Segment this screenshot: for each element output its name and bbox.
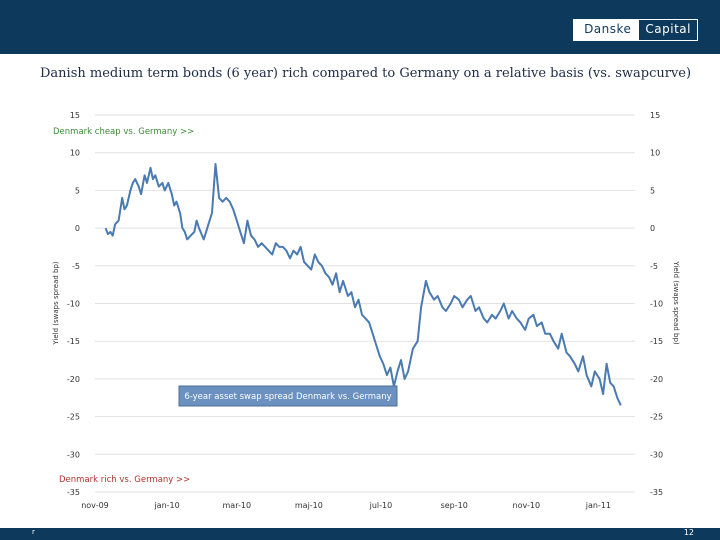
y-tick-label-left: -10 xyxy=(66,299,80,309)
y-tick-label-left: 0 xyxy=(74,224,80,234)
y-tick-label-left: -5 xyxy=(72,261,80,271)
annotation-rich: Denmark rich vs. Germany >> xyxy=(59,475,191,485)
y-tick-label-left: -15 xyxy=(66,337,80,347)
y-tick-label-left: 15 xyxy=(69,111,80,120)
x-tick-label: sep-10 xyxy=(440,501,468,510)
y-tick-label-left: 10 xyxy=(69,148,80,158)
bottom-bar xyxy=(0,528,720,540)
annotation-cheap: Denmark cheap vs. Germany >> xyxy=(53,127,195,137)
logo-text-capital: Capital xyxy=(645,22,691,36)
y-tick-label-right: -15 xyxy=(650,337,664,347)
y-tick-label-right: -10 xyxy=(650,299,664,309)
y-tick-label-right: -35 xyxy=(650,488,664,497)
logo-text-danske: Danske xyxy=(574,20,639,40)
y-tick-label-right: -5 xyxy=(650,261,658,271)
y-tick-label-left: -20 xyxy=(66,374,80,384)
x-tick-label: jan-10 xyxy=(154,501,180,510)
y-tick-label-right: 5 xyxy=(650,186,656,196)
y-tick-label-right: 0 xyxy=(650,224,656,234)
x-tick-label: jul-10 xyxy=(369,501,393,510)
x-tick-label: jan-11 xyxy=(585,501,612,510)
y-tick-label-right: 10 xyxy=(650,148,661,158)
y-axis-label-right: Yield (swaps spread bp) xyxy=(672,261,680,345)
y-tick-label-right: 15 xyxy=(650,111,661,120)
y-axis-label-left: Yield (swaps spread bp) xyxy=(52,261,60,345)
y-tick-label-left: 5 xyxy=(74,186,80,196)
x-tick-label: maj-10 xyxy=(294,501,323,510)
x-tick-label: mar-10 xyxy=(222,501,252,510)
spread-line-chart xyxy=(0,100,720,520)
footer-mark: r xyxy=(32,528,35,536)
page-number: 12 xyxy=(683,528,694,537)
x-tick-label: nov-09 xyxy=(81,501,109,510)
series-label-text: 6-year asset swap spread Denmark vs. Germany xyxy=(184,392,392,402)
y-tick-label-left: -25 xyxy=(66,412,80,422)
y-tick-label-left: -30 xyxy=(66,450,80,460)
x-tick-label: nov-10 xyxy=(512,501,541,510)
series-line xyxy=(106,164,621,405)
y-tick-label-right: -30 xyxy=(650,450,664,460)
y-tick-label-right: -25 xyxy=(650,412,664,422)
top-bar xyxy=(0,0,720,54)
y-tick-label-left: -35 xyxy=(66,488,80,497)
y-tick-label-right: -20 xyxy=(650,374,664,384)
danske-capital-logo xyxy=(573,19,698,41)
slide-headline: Danish medium term bonds (6 year) rich compared to Germany on a relative basis (vs. swapcurve) xyxy=(40,66,692,81)
